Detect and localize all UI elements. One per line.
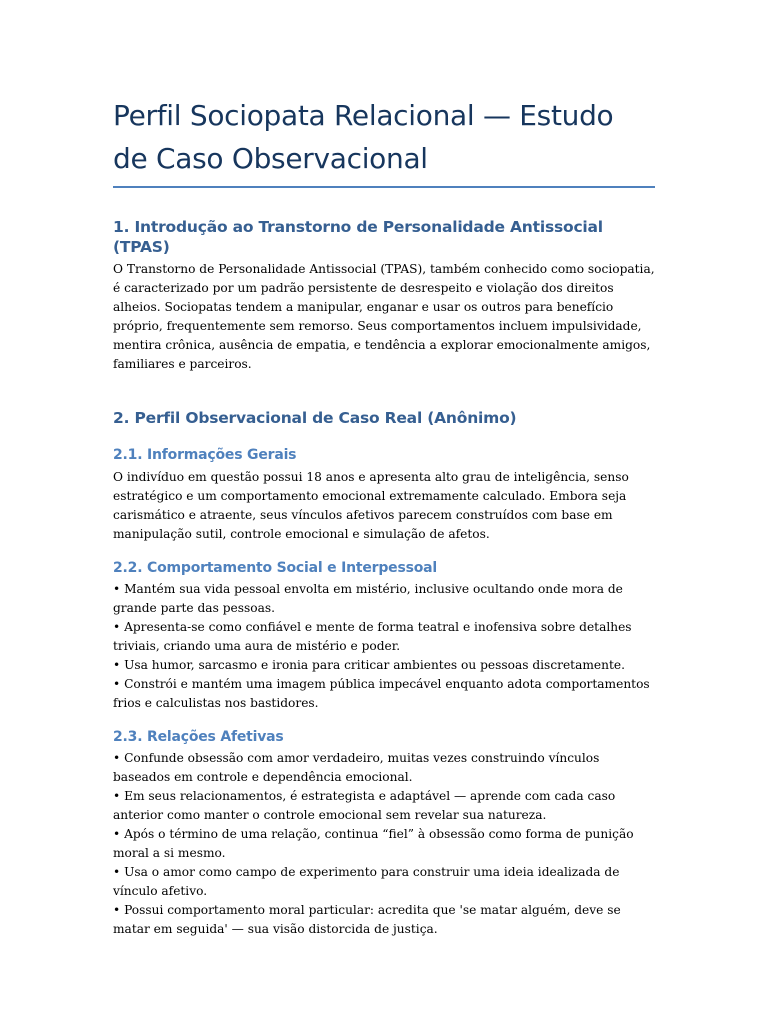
list-item: • Usa o amor como campo de experimento para construir uma ideia idealizada de vínculo afetivo. bbox=[113, 865, 620, 898]
list-item: • Mantém sua vida pessoal envolta em mistério, inclusive ocultando onde mora de grande parte das pessoas. bbox=[113, 582, 623, 615]
section-1-heading: 1. Introdução ao Transtorno de Personalidade Antissocial (TPAS) bbox=[113, 218, 603, 256]
subsection-2-1-paragraph: O indivíduo em questão possui 18 anos e apresenta alto grau de inteligência, senso estratégico e um comportamento emocional extremamente calculado. Embora seja carismático e atraente, seus vínculos afetivos parecem construídos com base em manipulação sutil, controle emocional e simulação de afetos. bbox=[113, 470, 629, 541]
subsection-2-3-heading: 2.3. Relações Afetivas bbox=[113, 729, 284, 745]
list-item: • Confunde obsessão com amor verdadeiro, muitas vezes construindo vínculos baseados em controle e dependência emocional. bbox=[113, 751, 600, 784]
subsection-2-2-heading: 2.2. Comportamento Social e Interpessoal bbox=[113, 560, 437, 576]
list-item: • Possui comportamento moral particular: acredita que 'se matar alguém, deve se matar em seguida' — sua visão distorcida de justiça. bbox=[113, 903, 621, 936]
list-item: • Constrói e mantém uma imagem pública impecável enquanto adota comportamentos frios e calculistas nos bastidores. bbox=[113, 677, 650, 710]
subsection-2-1-heading: 2.1. Informações Gerais bbox=[113, 447, 297, 463]
subsection-2-3-list bbox=[113, 749, 655, 939]
document-content bbox=[113, 94, 655, 939]
document-title: Perfil Sociopata Relacional — Estudo de Caso Observacional bbox=[113, 99, 614, 175]
section-2-heading: 2. Perfil Observacional de Caso Real (Anônimo) bbox=[113, 409, 517, 427]
title-underline bbox=[113, 186, 655, 188]
list-item: • Após o término de uma relação, continua “fiel” à obsessão como forma de punição moral a si mesmo. bbox=[113, 827, 634, 860]
section-1-paragraph: O Transtorno de Personalidade Antissocial (TPAS), também conhecido como sociopatia, é caracterizado por um padrão persistente de desrespeito e violação dos direitos alheios. Sociopatas tendem a manipular, enganar e usar os outros para benefício próprio, frequentemente sem remorso. Seus comportamentos incluem impulsividade, mentira crônica, ausência de empatia, e tendência a explorar emocionalmente amigos, familiares e parceiros. bbox=[113, 262, 655, 371]
list-item: • Em seus relacionamentos, é estrategista e adaptável — aprende com cada caso anterior como manter o controle emocional sem revelar sua natureza. bbox=[113, 789, 616, 822]
subsection-2-2-list bbox=[113, 580, 655, 713]
list-item: • Usa humor, sarcasmo e ironia para criticar ambientes ou pessoas discretamente. bbox=[113, 658, 625, 672]
list-item: • Apresenta-se como confiável e mente de forma teatral e inofensiva sobre detalhes triviais, criando uma aura de mistério e poder. bbox=[113, 620, 632, 653]
